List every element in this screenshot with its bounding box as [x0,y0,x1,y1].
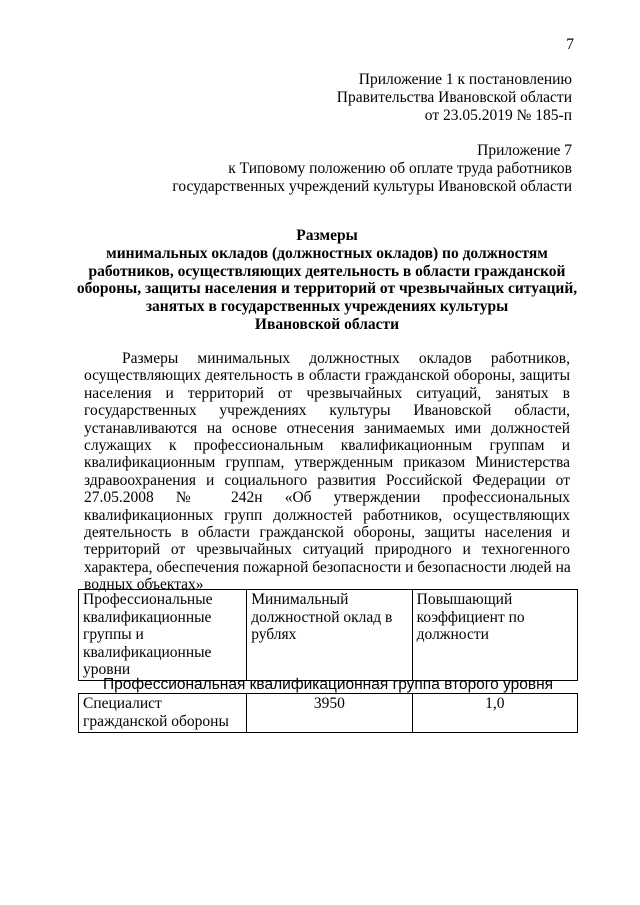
header-cell-coefficient: Повышающий коэффициент по должности [412,590,577,681]
paragraph-line: 27.05.2008 № 242н «Об утверждении профессиональных [84,489,570,507]
title-line: Размеры [296,227,358,244]
salary-table-header [78,589,578,681]
paragraph-line: характера, обеспечения пожарной безопасности и безопасности людей на [84,558,571,576]
appendix-7-heading [172,142,572,196]
appendix-7-line: Приложение 7 [477,142,572,159]
title-line: Ивановской области [254,315,400,333]
document-title [70,227,584,334]
title-line: обороны, защиты населения и территорий от чрезвычайных ситуаций, [76,280,578,298]
body-paragraph [84,350,570,593]
appendix-1-line: от 23.05.2019 № 185-п [424,107,572,124]
appendix-7-line: государственных учреждений культуры Ивановской области [172,178,572,195]
qualification-group-label: Профессиональная квалификационная группа второго уровня [102,676,554,693]
paragraph-line: Размеры минимальных должностных окладов работников, [122,350,570,367]
paragraph-line: здравоохранения и социального развития Российской Федерации от [84,471,570,489]
paragraph-line: территорий от чрезвычайных ситуаций природного и техногенного [84,541,570,559]
table-header-row [79,590,578,681]
page-number: 7 [566,36,574,53]
title-line: занятых в государственных учреждениях культуры [145,298,509,316]
paragraph-line: квалификационным группам, утвержденным приказом Министерства [84,454,570,472]
appendix-7-line: к Типовому положению об оплате труда работников [228,160,572,177]
paragraph-line: осуществляющих деятельность в области гражданской обороны, защиты [84,367,570,385]
title-line: работников, осуществляющих деятельность в области гражданской [88,262,566,280]
position-cell: Специалист гражданской обороны [79,694,247,733]
paragraph-line: водных объектах» [84,576,204,594]
paragraph-line: устанавливаются на основе отнесения занимаемых ими должностей [84,419,570,437]
salary-table-body [78,693,578,733]
appendix-1-heading [337,71,572,125]
paragraph-line: населения и территорий от чрезвычайных ситуаций, занятых в [84,384,570,402]
table-row [79,694,578,733]
paragraph-line: деятельность в области гражданской обороны, защиты населения и [84,523,570,541]
header-cell-salary: Минимальный должностной оклад в рублях [247,590,412,681]
coefficient-cell: 1,0 [412,694,577,733]
appendix-1-line: Приложение 1 к постановлению [358,71,572,88]
header-cell-group: Профессиональные квалификационные группы и квалификационные уровни [79,590,247,681]
salary-cell: 3950 [247,694,413,733]
paragraph-line: служащих к профессиональным квалификационным группам и [84,436,570,454]
appendix-1-line: Правительства Ивановской области [336,89,572,106]
paragraph-line: квалификационных групп должностей работников, осуществляющих [84,506,570,524]
paragraph-line: государственных учреждениях культуры Ивановской области, [84,402,570,420]
title-line: минимальных окладов (должностных окладов) по должностям [106,244,548,262]
